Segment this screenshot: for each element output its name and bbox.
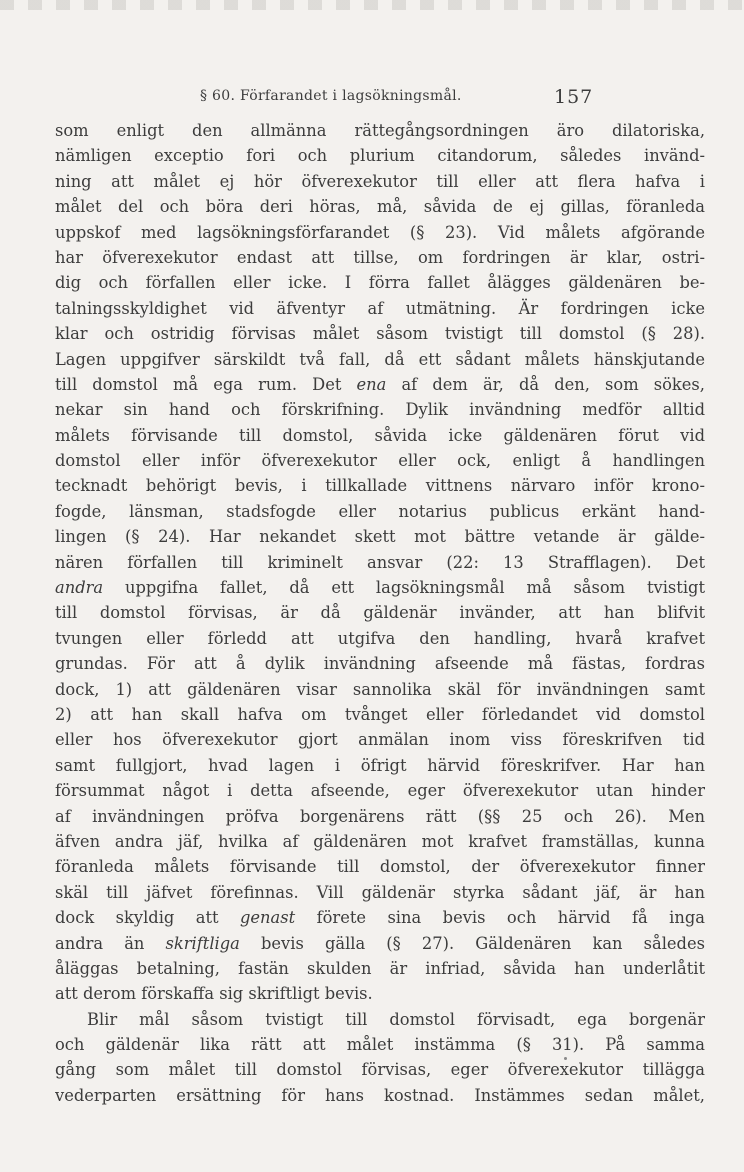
text-line: att derom förskaffa sig skriftligt bevis. — [55, 984, 373, 1004]
text-line: tvungen eller förledd att utgifva den handling, hvarå krafvet — [55, 628, 705, 648]
text-line: eller hos öfverexekutor gjort anmälan inom viss föreskrifven tid — [55, 730, 705, 750]
text-line: har öfverexekutor endast att tillse, om fordringen är klar, ostri- — [55, 247, 705, 267]
ink-speck — [564, 1057, 567, 1060]
text-segment: uppgifna fallet, då ett lagsökningsmål må såsom tvistigt — [124, 578, 705, 598]
text-segment: andra än — [55, 933, 145, 953]
text-line: samt fullgjort, hvad lagen i öfrigt härvid föreskrifver. Har han — [55, 755, 705, 775]
text-line — [55, 372, 705, 397]
text-segment: Det — [312, 374, 342, 394]
italic-word: genast — [240, 908, 296, 928]
text-line: Lagen uppgifver särskildt två fall, då ett sådant målets hänskjutande — [55, 349, 705, 369]
text-line: klar och ostridig förvisas målet såsom tvistigt till domstol (§ 28). — [55, 324, 705, 344]
body-text — [55, 118, 705, 1108]
text-line: äfven andra jäf, hvilka af gäldenären mot krafvet framställas, kunna — [55, 831, 705, 851]
text-line: nekar sin hand och förskrifning. Dylik invändning medför alltid — [55, 400, 705, 420]
text-line: 2) att han skall hafva om tvånget eller förledandet vid domstol — [55, 704, 705, 724]
text-line: till domstol förvisas, är då gäldenär invänder, att han blifvit — [55, 603, 705, 623]
text-line: grundas. För att å dylik invändning afseende må fästas, fordras — [55, 654, 705, 674]
text-segment: till domstol må ega rum. — [55, 374, 298, 394]
text-segment: dock skyldig att — [55, 908, 219, 928]
page-number: 157 — [554, 86, 594, 108]
text-line: dock, 1) att gäldenären visar sannolika skäl för invändningen samt — [55, 679, 705, 699]
text-line: gång som målet till domstol förvisas, eger öfverexekutor tillägga — [55, 1060, 705, 1080]
text-line: målets förvisande till domstol, såvida icke gäldenären förut vid — [55, 425, 705, 445]
italic-word: skriftliga — [165, 933, 240, 953]
text-segment: bevis gälla (§ 27). Gäldenären kan således — [261, 933, 705, 953]
text-line: dig och förfallen eller icke. I förra fallet ålägges gäldenären be- — [55, 273, 705, 293]
text-line: Blir mål såsom tvistigt till domstol förvisadt, ega borgenär — [87, 1009, 705, 1029]
text-line: lingen (§ 24). Har nekandet skett mot bättre vetande är gälde- — [55, 527, 705, 547]
text-line: nämligen exceptio fori och plurium citandorum, således invänd- — [55, 146, 705, 166]
text-line: domstol eller inför öfverexekutor eller ock, enligt å handlingen — [55, 451, 705, 471]
text-segment: förete sina bevis och härvid få inga — [316, 908, 705, 928]
text-line: vederparten ersättning för hans kostnad. Instämmes sedan målet, — [55, 1085, 705, 1105]
italic-word: ena — [356, 374, 387, 394]
text-segment: af dem är, då den, som sökes, — [401, 374, 705, 394]
running-head: § 60. Förfarandet i lagsökningsmål. — [200, 88, 462, 104]
text-line — [55, 931, 705, 956]
text-line: skäl till jäfvet förefinnas. Vill gäldenär styrka sådant jäf, är han — [55, 882, 705, 902]
page-header — [0, 86, 744, 116]
italic-word: andra — [55, 578, 104, 598]
text-line: försummat något i detta afseende, eger öfverexekutor utan hinder — [55, 781, 705, 801]
text-line: målet del och böra deri höras, må, såvida de ej gillas, föranleda — [55, 197, 705, 217]
text-line: tecknadt behörigt bevis, i tillkallade vittnens närvaro inför krono- — [55, 476, 705, 496]
text-line — [55, 905, 705, 930]
text-line: ning att målet ej hör öfverexekutor till eller att flera hafva i — [55, 171, 705, 191]
text-line: uppskof med lagsökningsförfarandet (§ 23). Vid målets afgörande — [55, 222, 705, 242]
text-line — [55, 575, 705, 600]
text-line: talningsskyldighet vid äfventyr af utmätning. Är fordringen icke — [55, 298, 705, 318]
text-line: och gäldenär lika rätt att målet instämma (§ 31). På samma — [55, 1035, 705, 1055]
text-line: nären förfallen till kriminelt ansvar (22: 13 Strafflagen). Det — [55, 552, 705, 572]
text-line: åläggas betalning, fastän skulden är infriad, såvida han underlåtit — [55, 958, 705, 978]
text-line: som enligt den allmänna rättegångsordningen äro dilatoriska, — [55, 121, 705, 140]
text-line: fogde, länsman, stadsfogde eller notarius publicus erkänt hand- — [55, 501, 705, 521]
text-line: af invändningen pröfva borgenärens rätt (§§ 25 och 26). Men — [55, 806, 705, 826]
text-line: föranleda målets förvisande till domstol, der öfverexekutor finner — [55, 857, 705, 877]
page-top-edge — [0, 0, 744, 10]
